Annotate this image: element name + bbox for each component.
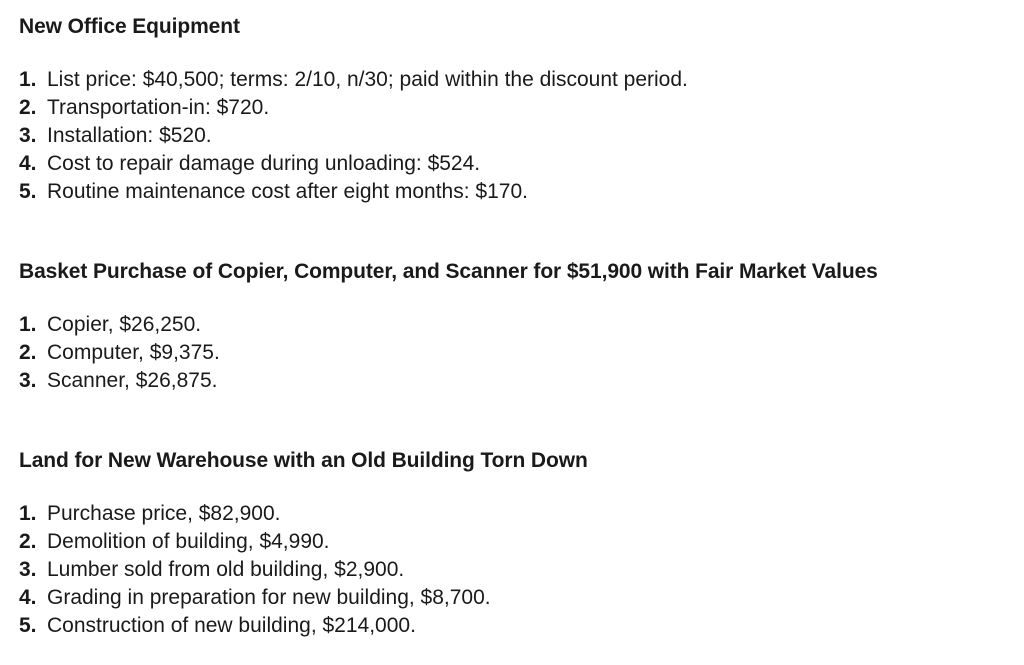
item-text: Routine maintenance cost after eight months: $170. [47,180,528,203]
item-number: 1. [19,68,37,91]
list-item [19,556,491,584]
item-list [19,500,491,640]
list-item [19,367,220,395]
item-text: List price: $40,500; terms: 2/10, n/30; paid within the discount period. [47,68,688,91]
section-title: Basket Purchase of Copier, Computer, and Scanner for $51,900 with Fair Market Values [19,260,878,283]
section-title: Land for New Warehouse with an Old Building Torn Down [19,449,588,472]
list-item [19,311,220,339]
item-list [19,66,688,206]
list-item [19,612,491,640]
item-number: 1. [19,502,37,525]
item-number: 4. [19,152,37,175]
list-item [19,94,688,122]
item-text: Cost to repair damage during unloading: $524. [47,152,481,175]
list-item [19,122,688,150]
item-number: 5. [19,614,37,637]
item-text: Lumber sold from old building, $2,900. [47,558,405,581]
section-basket-purchase [19,258,1009,392]
item-text: Demolition of building, $4,990. [47,530,330,553]
item-text: Purchase price, $82,900. [47,502,281,525]
list-item [19,66,688,94]
section-title: New Office Equipment [19,15,240,38]
item-number: 2. [19,96,37,119]
item-text: Grading in preparation for new building, $8,700. [47,586,491,609]
item-number: 2. [19,530,37,553]
item-number: 3. [19,369,37,392]
item-text: Scanner, $26,875. [47,369,218,392]
section-land-new-warehouse [19,447,1009,637]
item-text: Copier, $26,250. [47,313,202,336]
list-item [19,339,220,367]
item-text: Computer, $9,375. [47,341,220,364]
list-item [19,584,491,612]
section-new-office-equipment [19,13,1009,203]
item-number: 3. [19,124,37,147]
item-number: 5. [19,180,37,203]
item-text: Installation: $520. [47,124,212,147]
item-number: 3. [19,558,37,581]
item-number: 2. [19,341,37,364]
list-item [19,500,491,528]
item-text: Transportation-in: $720. [47,96,270,119]
list-item [19,150,688,178]
list-item [19,528,491,556]
item-list [19,311,220,395]
item-text: Construction of new building, $214,000. [47,614,416,637]
list-item [19,178,688,206]
item-number: 1. [19,313,37,336]
item-number: 4. [19,586,37,609]
